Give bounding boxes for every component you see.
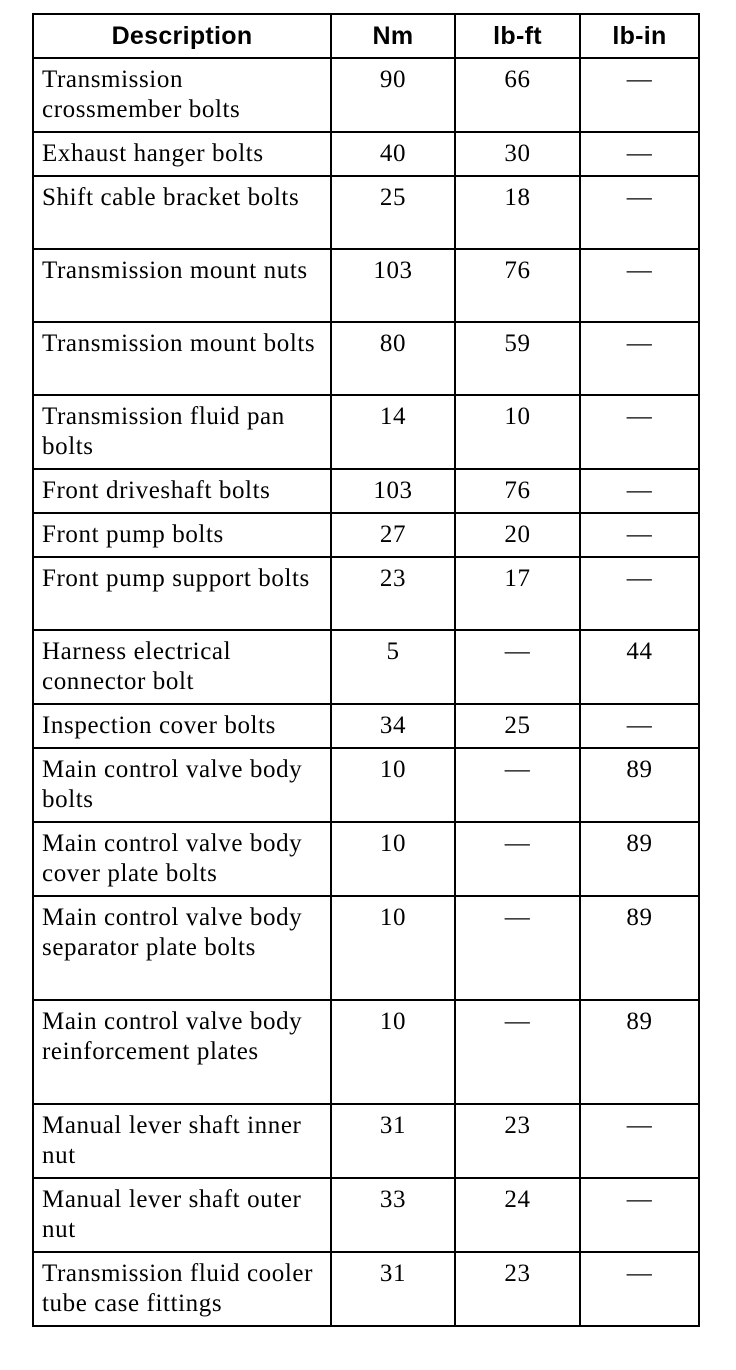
cell-nm: 33 (331, 1178, 455, 1252)
cell-lbin: — (580, 704, 699, 748)
cell-description: Inspection cover bolts (33, 704, 331, 748)
table-header-row (33, 14, 699, 58)
cell-lbin: — (580, 469, 699, 513)
table-row (33, 513, 699, 557)
cell-description: Main control valve body bolts (33, 748, 331, 822)
cell-nm: 10 (331, 1000, 455, 1104)
cell-lbin: — (580, 322, 699, 395)
cell-lbin: — (580, 1104, 699, 1178)
cell-nm: 90 (331, 58, 455, 132)
cell-lbin: 44 (580, 630, 699, 704)
cell-description: Main control valve body separator plate bolts (33, 896, 331, 1000)
cell-lbin: — (580, 176, 699, 249)
table-row (33, 249, 699, 322)
cell-nm: 14 (331, 395, 455, 469)
cell-description: Transmission mount bolts (33, 322, 331, 395)
cell-nm: 40 (331, 132, 455, 176)
cell-lbft: 76 (455, 469, 580, 513)
table-row (33, 395, 699, 469)
cell-lbin: — (580, 58, 699, 132)
table-row (33, 58, 699, 132)
cell-description: Front pump support bolts (33, 557, 331, 630)
cell-nm: 31 (331, 1104, 455, 1178)
table-row (33, 557, 699, 630)
table-row (33, 132, 699, 176)
table-row (33, 748, 699, 822)
table-row (33, 896, 699, 1000)
cell-lbft: 10 (455, 395, 580, 469)
cell-lbft: 59 (455, 322, 580, 395)
table-row (33, 1000, 699, 1104)
table-row (33, 322, 699, 395)
cell-lbin: — (580, 1178, 699, 1252)
cell-lbft: 23 (455, 1104, 580, 1178)
cell-lbft: 23 (455, 1252, 580, 1326)
cell-lbin: 89 (580, 748, 699, 822)
cell-description: Main control valve body reinforcement plates (33, 1000, 331, 1104)
cell-nm: 25 (331, 176, 455, 249)
cell-nm: 103 (331, 249, 455, 322)
cell-lbin: — (580, 395, 699, 469)
cell-lbin: 89 (580, 1000, 699, 1104)
table-row (33, 630, 699, 704)
cell-lbft: 30 (455, 132, 580, 176)
cell-lbft: 18 (455, 176, 580, 249)
cell-lbin: 89 (580, 822, 699, 896)
cell-lbft: 66 (455, 58, 580, 132)
cell-nm: 10 (331, 896, 455, 1000)
cell-description: Transmission mount nuts (33, 249, 331, 322)
cell-description: Transmission fluid cooler tube case fittings (33, 1252, 331, 1326)
cell-lbin: — (580, 1252, 699, 1326)
cell-description: Manual lever shaft inner nut (33, 1104, 331, 1178)
table-row (33, 704, 699, 748)
cell-nm: 80 (331, 322, 455, 395)
cell-description: Main control valve body cover plate bolts (33, 822, 331, 896)
cell-description: Transmission fluid pan bolts (33, 395, 331, 469)
cell-nm: 103 (331, 469, 455, 513)
cell-lbft: — (455, 1000, 580, 1104)
cell-lbin: — (580, 132, 699, 176)
torque-spec-table (32, 13, 700, 1327)
header-description: Description (33, 14, 331, 58)
table-row (33, 1252, 699, 1326)
cell-nm: 27 (331, 513, 455, 557)
cell-lbin: — (580, 557, 699, 630)
cell-lbft: — (455, 748, 580, 822)
cell-lbin: — (580, 249, 699, 322)
header-nm: Nm (331, 14, 455, 58)
cell-nm: 10 (331, 748, 455, 822)
header-lbft: lb-ft (455, 14, 580, 58)
cell-nm: 10 (331, 822, 455, 896)
cell-lbft: — (455, 896, 580, 1000)
header-lbin: lb-in (580, 14, 699, 58)
cell-lbin: — (580, 513, 699, 557)
cell-description: Transmission crossmember bolts (33, 58, 331, 132)
cell-description: Manual lever shaft outer nut (33, 1178, 331, 1252)
cell-description: Harness electrical connector bolt (33, 630, 331, 704)
cell-lbft: — (455, 630, 580, 704)
cell-nm: 23 (331, 557, 455, 630)
cell-nm: 31 (331, 1252, 455, 1326)
cell-lbft: 24 (455, 1178, 580, 1252)
cell-description: Front driveshaft bolts (33, 469, 331, 513)
cell-nm: 5 (331, 630, 455, 704)
cell-lbft: — (455, 822, 580, 896)
cell-lbft: 17 (455, 557, 580, 630)
table-row (33, 822, 699, 896)
cell-lbft: 20 (455, 513, 580, 557)
cell-description: Front pump bolts (33, 513, 331, 557)
cell-description: Exhaust hanger bolts (33, 132, 331, 176)
table-row (33, 176, 699, 249)
cell-lbft: 25 (455, 704, 580, 748)
table-row (33, 469, 699, 513)
cell-lbft: 76 (455, 249, 580, 322)
table-row (33, 1104, 699, 1178)
cell-description: Shift cable bracket bolts (33, 176, 331, 249)
table-row (33, 1178, 699, 1252)
cell-nm: 34 (331, 704, 455, 748)
cell-lbin: 89 (580, 896, 699, 1000)
